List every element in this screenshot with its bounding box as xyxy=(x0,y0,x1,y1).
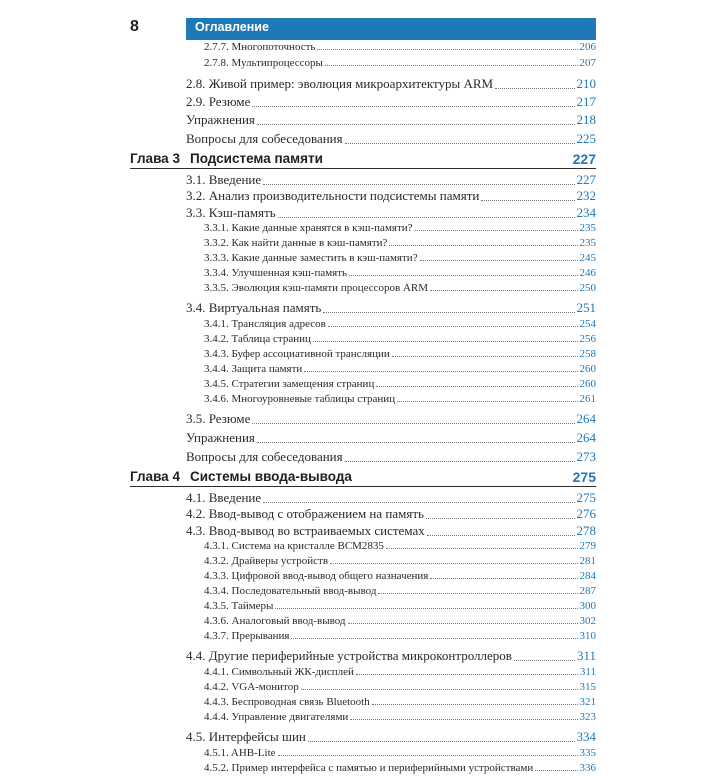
toc-entry[interactable] xyxy=(0,584,720,599)
toc-entry[interactable] xyxy=(0,505,720,522)
toc-entry[interactable] xyxy=(0,569,720,584)
dot-leader xyxy=(278,217,575,218)
toc-entry[interactable] xyxy=(0,221,720,236)
toc-entry-page: 315 xyxy=(579,681,596,693)
toc-entry-title: Вопросы для собеседования xyxy=(186,131,343,146)
toc-entry[interactable] xyxy=(0,448,720,466)
toc-entry-number: 3.3.3. xyxy=(204,252,229,264)
toc-entry-page: 225 xyxy=(576,131,596,146)
toc-entry-title: Введение xyxy=(208,490,262,505)
toc-entry[interactable] xyxy=(0,296,720,317)
chapter-title: Подсистема памяти xyxy=(190,151,323,166)
toc-entry-title: Введение xyxy=(208,172,262,187)
toc-entry[interactable] xyxy=(0,644,720,665)
dot-leader xyxy=(275,608,577,609)
toc-entry-number: 4.4.2. xyxy=(204,681,229,693)
toc-entry[interactable] xyxy=(0,171,720,187)
dot-leader xyxy=(420,260,578,261)
toc-entry-title: Ввод-вывод с отображением на память xyxy=(208,506,424,521)
toc-entry-number: 3.2. xyxy=(186,188,206,203)
toc-entry-page: 336 xyxy=(579,762,596,774)
dot-leader xyxy=(257,442,575,443)
toc-entry[interactable] xyxy=(0,204,720,221)
toc-entry-title: Стратегии замещения страниц xyxy=(231,378,375,390)
toc-entry-number: 4.4. xyxy=(186,648,206,663)
toc-entry-page: 256 xyxy=(579,333,596,345)
toc-entry-page: 258 xyxy=(579,348,596,360)
toc-entry-page: 235 xyxy=(579,237,596,249)
running-header-title: Оглавление xyxy=(195,20,269,34)
toc-entry[interactable] xyxy=(0,761,720,776)
toc-entry-page: 334 xyxy=(576,729,596,744)
toc-entry-title: VGA-монитор xyxy=(231,681,299,693)
dot-leader xyxy=(304,371,577,372)
toc-entry[interactable] xyxy=(0,554,720,569)
toc-entry[interactable] xyxy=(0,72,720,93)
toc-entry-number: 2.7.7. xyxy=(204,41,229,53)
toc-entry-page: 302 xyxy=(579,615,596,627)
toc-entry[interactable] xyxy=(0,599,720,614)
dot-leader xyxy=(426,518,575,519)
chapter-title: Системы ввода-вывода xyxy=(190,469,352,484)
toc-entry-number: 4.1. xyxy=(186,490,206,505)
chapter-entries xyxy=(0,171,720,466)
toc-entry-page: 235 xyxy=(579,222,596,234)
dot-leader xyxy=(313,341,578,342)
toc-entry-number: 3.3.5. xyxy=(204,282,229,294)
dot-leader xyxy=(308,741,575,742)
chapter-rule xyxy=(130,168,596,169)
toc-entry[interactable] xyxy=(0,40,720,56)
toc-entry[interactable] xyxy=(0,236,720,251)
chapter-label: Глава 4 xyxy=(130,469,180,484)
toc-entry[interactable] xyxy=(0,392,720,407)
toc-entry-title: Цифровой ввод-вывод общего назначения xyxy=(231,570,429,582)
toc-entry-number: 4.5. xyxy=(186,729,206,744)
toc-entry-title: Буфер ассоциативной трансляции xyxy=(231,348,390,360)
toc-entry-title: Драйверы устройств xyxy=(231,555,329,567)
dot-leader xyxy=(430,290,577,291)
dot-leader xyxy=(345,461,575,462)
toc-entry-page: 321 xyxy=(579,696,596,708)
dot-leader xyxy=(317,49,577,50)
dot-leader xyxy=(389,245,577,246)
toc-entry[interactable] xyxy=(0,332,720,347)
dot-leader xyxy=(427,535,575,536)
dot-leader xyxy=(252,106,574,107)
chapter-heading[interactable] xyxy=(0,148,720,171)
toc-entry-page: 275 xyxy=(576,490,596,505)
dot-leader xyxy=(345,143,575,144)
toc-entry-number: 2.9. xyxy=(186,94,206,109)
toc-entry-title: Управление двигателями xyxy=(231,711,349,723)
toc-entry-page: 323 xyxy=(579,711,596,723)
toc-entry-number: 3.3.1. xyxy=(204,222,229,234)
toc-entry-number: 4.5.2. xyxy=(204,762,229,774)
toc-entry-number: 4.3.7. xyxy=(204,630,229,642)
dot-leader xyxy=(397,401,577,402)
toc-entry-page: 281 xyxy=(579,555,596,567)
toc-entry-title: Резюме xyxy=(208,94,251,109)
toc-entry-title: Улучшенная кэш-память xyxy=(231,267,348,279)
toc-entry-title: Другие периферийные устройства микроконтроллеров xyxy=(208,648,512,663)
dot-leader xyxy=(378,593,577,594)
toc-entry-page: 251 xyxy=(576,300,596,315)
toc-entry[interactable] xyxy=(0,362,720,377)
toc-entry-number: 4.4.3. xyxy=(204,696,229,708)
toc-entry-title: Какие данные заместить в кэш-памяти? xyxy=(231,252,418,264)
dot-leader xyxy=(348,623,578,624)
toc-entry-page: 245 xyxy=(579,252,596,264)
toc-entry-title: Как найти данные в кэш-памяти? xyxy=(231,237,388,249)
toc-entry-page: 273 xyxy=(576,449,596,464)
toc-entry[interactable] xyxy=(0,187,720,204)
toc-entry-page: 264 xyxy=(576,430,596,445)
toc-entry-title: Защита памяти xyxy=(231,363,303,375)
table-of-contents xyxy=(0,40,720,776)
toc-entry-number: 3.4.1. xyxy=(204,318,229,330)
dot-leader xyxy=(349,275,577,276)
toc-entry-page: 206 xyxy=(579,41,596,53)
toc-entry-number: 3.4.6. xyxy=(204,393,229,405)
toc-entry-number: 4.2. xyxy=(186,506,206,521)
toc-entry-page: 218 xyxy=(576,112,596,127)
toc-entry-page: 260 xyxy=(579,378,596,390)
toc-entry-title: Резюме xyxy=(208,411,251,426)
toc-entry[interactable] xyxy=(0,347,720,362)
dot-leader xyxy=(252,423,574,424)
toc-entry[interactable] xyxy=(0,680,720,695)
dot-leader xyxy=(415,230,578,231)
toc-entry-title: Упражнения xyxy=(186,112,255,127)
toc-entry-title: Аналоговый ввод-вывод xyxy=(231,615,346,627)
toc-entry-number: 4.4.4. xyxy=(204,711,229,723)
toc-entry-number: 3.3.2. xyxy=(204,237,229,249)
toc-entry-title: Ввод-вывод во встраиваемых системах xyxy=(208,523,425,538)
chapter-page: 275 xyxy=(572,469,596,485)
toc-entry-title: Вопросы для собеседования xyxy=(186,449,343,464)
chapter-rule xyxy=(130,486,596,487)
dot-leader xyxy=(301,689,578,690)
toc-entry-title: Анализ производительности подсистемы памяти xyxy=(208,188,480,203)
toc-entry[interactable] xyxy=(0,407,720,428)
toc-entry[interactable] xyxy=(0,317,720,332)
toc-entry[interactable] xyxy=(0,281,720,296)
toc-entry[interactable] xyxy=(0,130,720,148)
toc-entry-number: 3.4.5. xyxy=(204,378,229,390)
toc-entry-title: Последовательный ввод-вывод xyxy=(231,585,377,597)
toc-entry-title: Символьный ЖК-дисплей xyxy=(231,666,354,678)
toc-entry-number: 3.4.4. xyxy=(204,363,229,375)
toc-entry[interactable] xyxy=(0,56,720,72)
dot-leader xyxy=(392,356,578,357)
toc-entry-number: 4.4.1. xyxy=(204,666,229,678)
toc-entry-title: Беспроводная связь Bluetooth xyxy=(231,696,370,708)
chapter-page: 227 xyxy=(572,151,596,167)
toc-entry-number: 3.5. xyxy=(186,411,206,426)
page-number: 8 xyxy=(130,18,139,35)
toc-entry[interactable] xyxy=(0,539,720,554)
chapter-label: Глава 3 xyxy=(130,151,180,166)
toc-entry-title: AHB-Lite xyxy=(230,747,276,759)
toc-entry-title: Система на кристалле BCM2835 xyxy=(231,540,384,552)
dot-leader xyxy=(263,502,574,503)
toc-entry[interactable] xyxy=(0,266,720,281)
toc-entry-page: 234 xyxy=(576,205,596,220)
toc-entry-title: Пример интерфейса с памятью и периферийными устройствами xyxy=(231,762,534,774)
toc-entry-page: 232 xyxy=(576,188,596,203)
toc-entry-page: 207 xyxy=(579,57,596,69)
toc-entry-number: 3.3.4. xyxy=(204,267,229,279)
dot-leader xyxy=(263,184,574,185)
toc-entry-title: Какие данные хранятся в кэш-памяти? xyxy=(231,222,413,234)
toc-entry-title: Многопоточность xyxy=(231,41,316,53)
dot-leader xyxy=(325,65,578,66)
toc-entry-title: Прерывания xyxy=(231,630,290,642)
toc-entry-page: 287 xyxy=(579,585,596,597)
dot-leader xyxy=(278,755,578,756)
toc-entry-page: 260 xyxy=(579,363,596,375)
toc-entry[interactable] xyxy=(0,522,720,539)
toc-entry-number: 4.3.4. xyxy=(204,585,229,597)
toc-entry[interactable] xyxy=(0,695,720,710)
toc-entry-page: 246 xyxy=(579,267,596,279)
dot-leader xyxy=(257,124,575,125)
toc-entry-page: 261 xyxy=(579,393,596,405)
toc-entry-title: Таймеры xyxy=(231,600,274,612)
toc-entry-page: 276 xyxy=(576,506,596,521)
toc-entry-title: Кэш-память xyxy=(208,205,276,220)
toc-entry-page: 311 xyxy=(576,648,596,663)
toc-entry-title: Мультипроцессоры xyxy=(231,57,323,69)
toc-entry[interactable] xyxy=(0,614,720,629)
toc-entry-page: 311 xyxy=(579,666,596,678)
toc-entry-number: 4.3.5. xyxy=(204,600,229,612)
toc-entry-page: 284 xyxy=(579,570,596,582)
toc-entry-title: Эволюция кэш-памяти процессоров ARM xyxy=(231,282,429,294)
toc-entry-number: 4.3.3. xyxy=(204,570,229,582)
toc-entry-page: 335 xyxy=(579,747,596,759)
toc-entry-number: 3.4.3. xyxy=(204,348,229,360)
toc-entry[interactable] xyxy=(0,629,720,644)
toc-entry[interactable] xyxy=(0,251,720,266)
toc-entry-number: 2.7.8. xyxy=(204,57,229,69)
dot-leader xyxy=(481,200,574,201)
toc-entry-page: 254 xyxy=(579,318,596,330)
dot-leader xyxy=(430,578,577,579)
dot-leader xyxy=(514,660,575,661)
toc-entry[interactable] xyxy=(0,725,720,746)
toc-entry[interactable] xyxy=(0,377,720,392)
toc-entry-title: Интерфейсы шин xyxy=(208,729,306,744)
dot-leader xyxy=(386,548,578,549)
toc-entry-page: 278 xyxy=(576,523,596,538)
toc-entry-number: 4.3.1. xyxy=(204,540,229,552)
toc-entry-page: 227 xyxy=(576,172,596,187)
dot-leader xyxy=(291,638,577,639)
dot-leader xyxy=(495,88,574,89)
toc-entry-page: 300 xyxy=(579,600,596,612)
toc-entry-number: 4.3.6. xyxy=(204,615,229,627)
toc-entry-number: 4.3.2. xyxy=(204,555,229,567)
toc-entry[interactable] xyxy=(0,93,720,110)
toc-entry-page: 250 xyxy=(579,282,596,294)
dot-leader xyxy=(372,704,578,705)
toc-entry-title: Многоуровневые таблицы страниц xyxy=(231,393,396,405)
toc-entry[interactable] xyxy=(0,110,720,130)
toc-entry-number: 4.3. xyxy=(186,523,206,538)
dot-leader xyxy=(356,674,578,675)
dot-leader xyxy=(376,386,577,387)
dot-leader xyxy=(330,563,577,564)
toc-entry[interactable] xyxy=(0,665,720,680)
toc-entry-page: 264 xyxy=(576,411,596,426)
toc-entry-title: Живой пример: эволюция микроархитектуры ARM xyxy=(208,76,494,91)
dot-leader xyxy=(535,770,577,771)
toc-entry-page: 217 xyxy=(576,94,596,109)
toc-entry[interactable] xyxy=(0,489,720,505)
toc-entry-title: Упражнения xyxy=(186,430,255,445)
toc-entry-number: 3.4.2. xyxy=(204,333,229,345)
toc-entry-title: Трансляция адресов xyxy=(231,318,326,330)
toc-entry-number: 3.1. xyxy=(186,172,206,187)
dot-leader xyxy=(323,312,574,313)
dot-leader xyxy=(328,326,578,327)
toc-entry-number: 3.4. xyxy=(186,300,206,315)
toc-entry-page: 310 xyxy=(579,630,596,642)
toc-entry-number: 4.5.1. xyxy=(204,747,229,759)
toc-entry-page: 210 xyxy=(576,76,596,91)
toc-entry[interactable] xyxy=(0,746,720,761)
running-header xyxy=(186,18,596,40)
toc-entry-number: 2.8. xyxy=(186,76,206,91)
toc-entry-title: Виртуальная память xyxy=(208,300,322,315)
toc-entry[interactable] xyxy=(0,428,720,448)
chapter-entries xyxy=(0,489,720,776)
toc-entry-title: Таблица страниц xyxy=(231,333,311,345)
toc-entry-page: 279 xyxy=(579,540,596,552)
chapter-heading[interactable] xyxy=(0,466,720,489)
toc-entry[interactable] xyxy=(0,710,720,725)
toc-entry-number: 3.3. xyxy=(186,205,206,220)
